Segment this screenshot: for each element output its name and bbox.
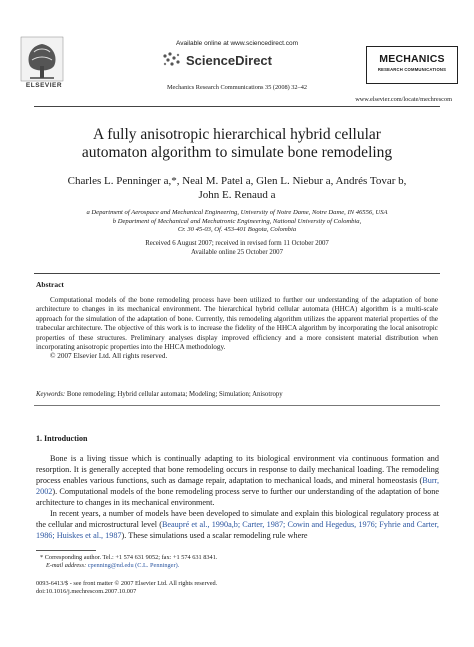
email-link[interactable]: cpenning@nd.edu (C.L. Penninger). — [87, 562, 180, 570]
affiliations — [20, 209, 454, 235]
abstract-heading: Abstract — [36, 280, 64, 289]
footnote-rule — [36, 550, 96, 551]
abstract-bottom-rule — [34, 405, 440, 406]
affiliation-a: a Department of Aerospace and Mechanical Engineering, University of Notre Dame, Notre Dame, IN 46556, USA — [86, 209, 388, 216]
header-rule — [34, 106, 440, 107]
journal-logo-title: MECHANICS — [379, 53, 445, 65]
journal-logo-subtitle: RESEARCH COMMUNICATIONS — [377, 67, 447, 72]
intro-p1-text: Bone is a living tissue which is continually adapting to its biological environment via continuous formation and resorption. It is generally accepted that bone remodeling occurs in response to daily mechanical loading. The remodeling process enables various functions, such as damage repair, adaptation to mechanical loads, and mineral homeostasis ( — [36, 454, 439, 485]
available-online-text: Available online at www.sciencedirect.com — [176, 40, 298, 47]
abstract-body — [36, 296, 438, 362]
received-date: Received 6 August 2007; received in revised form 11 October 2007 — [145, 240, 329, 247]
available-online-date: Available online 25 October 2007 — [191, 248, 283, 256]
citation-link[interactable]: Burr, 2002 — [36, 476, 439, 496]
intro-p2-text: In recent years, a number of models have been developed to simulate and explain this biological regulatory process at the cellular and microstructural level ( — [36, 509, 439, 529]
intro-paragraph-2 — [36, 508, 439, 541]
article-dates — [20, 240, 454, 258]
footnotes — [40, 554, 440, 571]
author-list — [20, 174, 454, 202]
front-matter-info — [36, 580, 436, 597]
affiliation-b-line-2: Cr. 30 45-03, Of. 453-401 Bogota, Colombia — [177, 226, 297, 234]
title-line-1: A fully anisotropic hierarchical hybrid cellular — [93, 126, 381, 143]
journal-logo — [366, 46, 458, 84]
sciencedirect-wordmark: ScienceDirect — [186, 53, 272, 68]
title-line-2: automaton algorithm to simulate bone remodeling — [81, 144, 393, 161]
journal-citation: Mechanics Research Communications 35 (2008) 32–42 — [166, 84, 308, 91]
journal-url: www.elsevier.com/locate/mechrescom — [355, 96, 452, 103]
abstract-copyright: © 2007 Elsevier Ltd. All rights reserved. — [50, 352, 168, 361]
elsevier-logo — [20, 36, 64, 94]
abstract-text: Computational models of the bone remodeling process have been utilized to further our understanding of the adaptation of bone architecture to changes in its mechanical environment. The hierarchical hybrid cellular automata (HHCA) algorithm is a multi-scale approach for the simulation of the adaptation of bone. Currently, this remodeling algorithm utilizes the apparent material properties of the trabecular architecture. The objective of this work is to increase the fidelity of the HHCA algorithm by incorporating the local anisotropic properties of these structures. Preliminary analyses display improved efficiency and a more consistent material distribution when incorporating anisotropic properties into the HHCA methodology. — [36, 296, 438, 352]
affiliation-b-line-1: b Department of Mechanical and Mechatronic Engineering, National University of Colombia, — [112, 217, 362, 225]
introduction-body — [36, 453, 439, 541]
authors-line-1: Charles L. Penninger a,*, Neal M. Patel a, Glen L. Niebur a, Andrés Tovar b, — [67, 175, 407, 187]
keywords-list: Bone remodeling; Hybrid cellular automata; Modeling; Simulation; Anisotropy — [66, 391, 283, 398]
corresponding-author-note: * Corresponding author. Tel.: +1 574 631 9052; fax: +1 574 631 8341. — [40, 554, 218, 561]
intro-paragraph-1 — [36, 453, 439, 508]
intro-p1-text-cont: ). Computational models of the bone remodeling process serve to further our understanding of the adaptation of bone architecture to changes in its mechanical environment. — [36, 487, 439, 507]
doi-line: doi:10.1016/j.mechrescom.2007.10.007 — [36, 588, 137, 596]
article-title — [20, 126, 454, 162]
issn-line: 0093-6413/$ - see front matter © 2007 Elsevier Ltd. All rights reserved. — [36, 580, 218, 587]
introduction-heading: 1. Introduction — [36, 434, 88, 443]
abstract-top-rule — [34, 273, 440, 274]
elsevier-wordmark: ELSEVIER — [25, 82, 63, 89]
intro-p2-text-cont: ). These simulations used a scalar remodeling rule where — [121, 531, 308, 540]
keywords — [36, 390, 438, 399]
sciencedirect-dots-icon — [162, 52, 184, 68]
citation-link[interactable]: Beaupré et al., 1990a,b; Carter, 1987; Cowin and Hegedus, 1976; Fyhrie and Carter, 1986; Huiskes et al., 1987 — [36, 520, 439, 540]
email-note — [40, 562, 440, 570]
keywords-label: Keywords: — [36, 391, 66, 398]
authors-line-2: John E. Renaud a — [198, 189, 276, 201]
email-label: E-mail address: — [46, 562, 87, 570]
